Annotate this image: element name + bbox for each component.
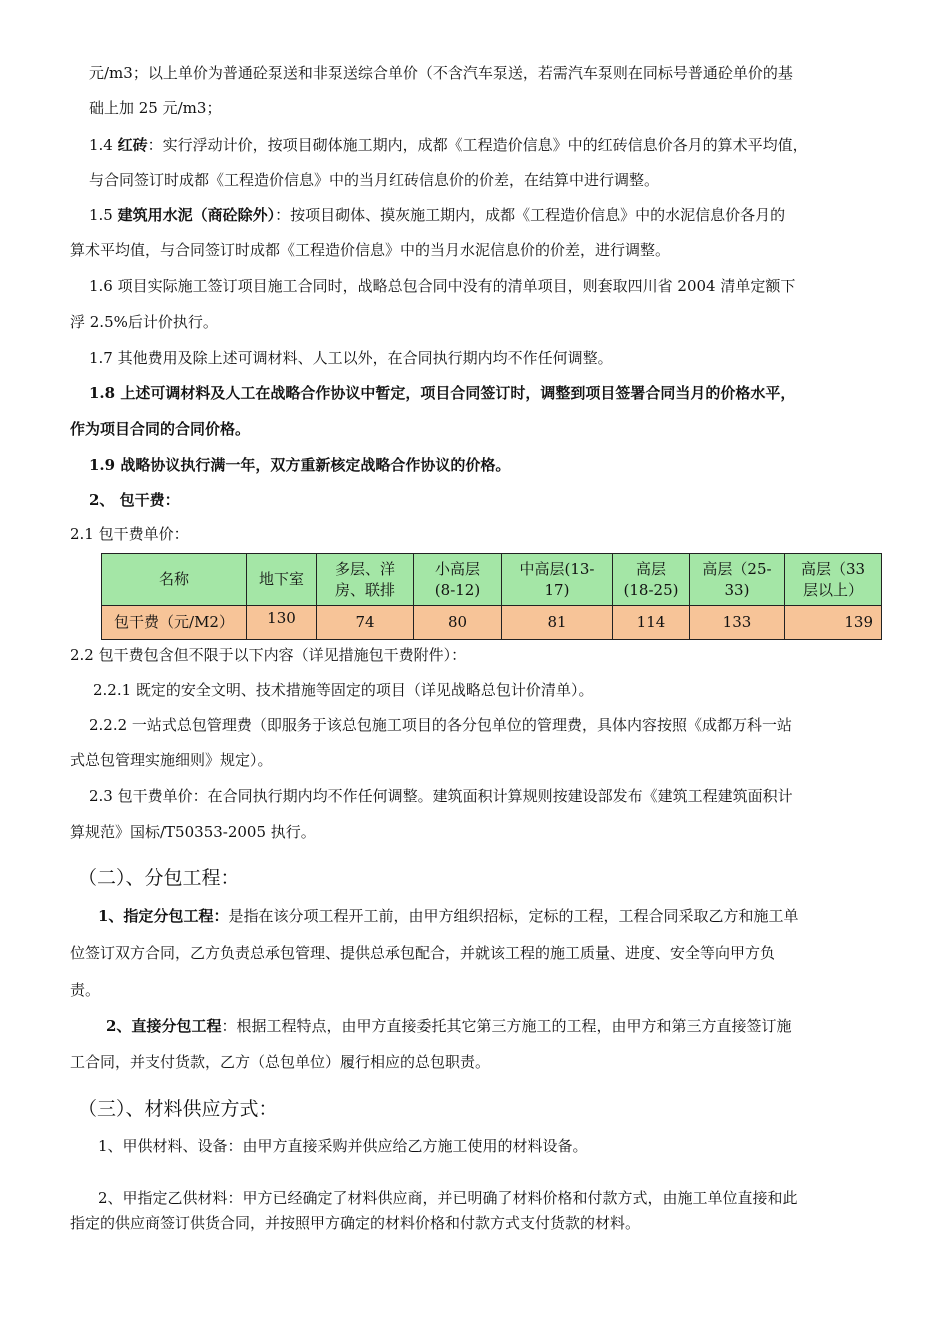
paragraph-line: 责。 [70,981,101,999]
paragraph-line: 作为项目合同的合同价格。 [70,420,251,438]
clause-2-2-2: 2.2.2 一站式总包管理费（即服务于该总包施工项目的各分包单位的管理费，具体内容按照《成都万科一站 [89,716,792,734]
value-cell: 80 [414,606,502,640]
paragraph-line: 算术平均值，与合同签订时成都《工程造价信息》中的当月水泥信息价的价差，进行调整。 [70,241,671,259]
header-cell: 高层（33 层以上） [785,554,882,606]
clause-number: 1.4 [89,136,118,154]
subcontract-item-1 [98,906,798,926]
value-cell: 133 [690,606,785,640]
paragraph-line: 与合同签订时成都《工程造价信息》中的当月红砖信息价的价差，在结算中进行调整。 [89,171,660,189]
clause-keyword: 建筑用水泥（商砼除外） [117,206,276,224]
clause-1-4 [89,135,808,155]
header-cell: 中高层(13- 17) [502,554,613,606]
paragraph-line: 浮 2.5%后计价执行。 [70,313,218,331]
paragraph-line: 式总包管理实施细则》规定）。 [70,751,273,769]
paragraph-line: 位签订双方合同，乙方负责总承包管理、提供总承包配合，并就该工程的施工质量、进度、安全等向甲方负 [70,944,776,962]
clause-number: 1.5 [89,206,118,224]
paragraph-line: 算规范》国标/T50353-2005 执行。 [70,823,316,841]
materials-item-2: 2、甲指定乙供材料：甲方已经确定了材料供应商，并已明确了材料价格和付款方式，由施工单位直接和此 [98,1189,798,1207]
item-text: 是指在该分项工程开工前，由甲方组织招标，定标的工程，工程合同采取乙方和施工单 [228,907,799,925]
header-cell: 地下室 [247,554,317,606]
materials-item-1: 1、甲供材料、设备：由甲方直接采购并供应给乙方施工使用的材料设备。 [98,1137,588,1155]
paragraph-line: 元/m3；以上单价为普通砼泵送和非泵送综合单价（不含汽车泵送，若需汽车泵则在同标号普通砼单价的基 [89,64,793,82]
clause-2-2: 2.2 包干费包含但不限于以下内容（详见措施包干费附件）： [70,646,467,664]
section-2-title: 2、 包干费： [89,491,180,509]
clause-2-1: 2.1 包干费单价： [70,525,189,543]
header-cell: 高层（25- 33) [690,554,785,606]
item-title: 2、直接分包工程 [106,1017,222,1035]
item-title: 1、指定分包工程： [98,907,229,925]
clause-2-2-1: 2.2.1 既定的安全文明、技术措施等固定的项目（详见战略总包计价清单）。 [93,681,594,699]
clause-2-3: 2.3 包干费单价：在合同执行期内均不作任何调整。建筑面积计算规则按建设部发布《建筑工程建筑面积计 [89,787,793,805]
value-cell: 139 [785,606,882,640]
value-cell: 130 [247,606,317,640]
paragraph-line: 础上加 25 元/m3； [89,99,222,117]
clause-1-7: 1.7 其他费用及除上述可调材料、人工以外，在合同执行期内均不作任何调整。 [89,349,613,367]
header-cell: 小高层 (8-12) [414,554,502,606]
fee-table-header-row [102,554,882,606]
value-cell: 114 [613,606,690,640]
clause-1-6: 1.6 项目实际施工签订项目施工合同时，战略总包合同中没有的清单项目，则套取四川省 2004 清单定额下 [89,277,796,295]
clause-1-8: 1.8 上述可调材料及人工在战略合作协议中暂定，项目合同签订时，调整到项目签署合同当月的价格水平， [89,384,796,402]
item-text: ：根据工程特点，由甲方直接委托其它第三方施工的工程，由甲方和第三方直接签订施 [221,1017,792,1035]
section-heading-materials: （三）、材料供应方式： [78,1098,278,1120]
clause-1-5 [89,205,785,225]
header-cell: 名称 [102,554,247,606]
fee-table-row [102,606,882,640]
header-cell: 多层、洋 房、联排 [317,554,414,606]
paragraph-line: 指定的供应商签订供货合同，并按照甲方确定的材料价格和付款方式支付货款的材料。 [70,1214,641,1232]
value-cell: 74 [317,606,414,640]
header-cell: 高层 (18-25) [613,554,690,606]
fee-table [101,553,882,640]
clause-text: ：按项目砌体、摸灰施工期内，成都《工程造价信息》中的水泥信息价各月的 [275,206,786,224]
row-label: 包干费（元/M2） [102,606,247,640]
value-cell: 81 [502,606,613,640]
subcontract-item-2 [106,1016,791,1036]
clause-keyword: 红砖 [117,136,148,154]
paragraph-line: 工合同，并支付货款，乙方（总包单位）履行相应的总包职责。 [70,1053,491,1071]
clause-1-9: 1.9 战略协议执行满一年，双方重新核定战略合作协议的价格。 [89,456,511,474]
section-heading-subcontract: （二）、分包工程： [78,867,240,889]
clause-text: ：实行浮动计价，按项目砌体施工期内，成都《工程造价信息》中的红砖信息价各月的算术平均值， [147,136,808,154]
